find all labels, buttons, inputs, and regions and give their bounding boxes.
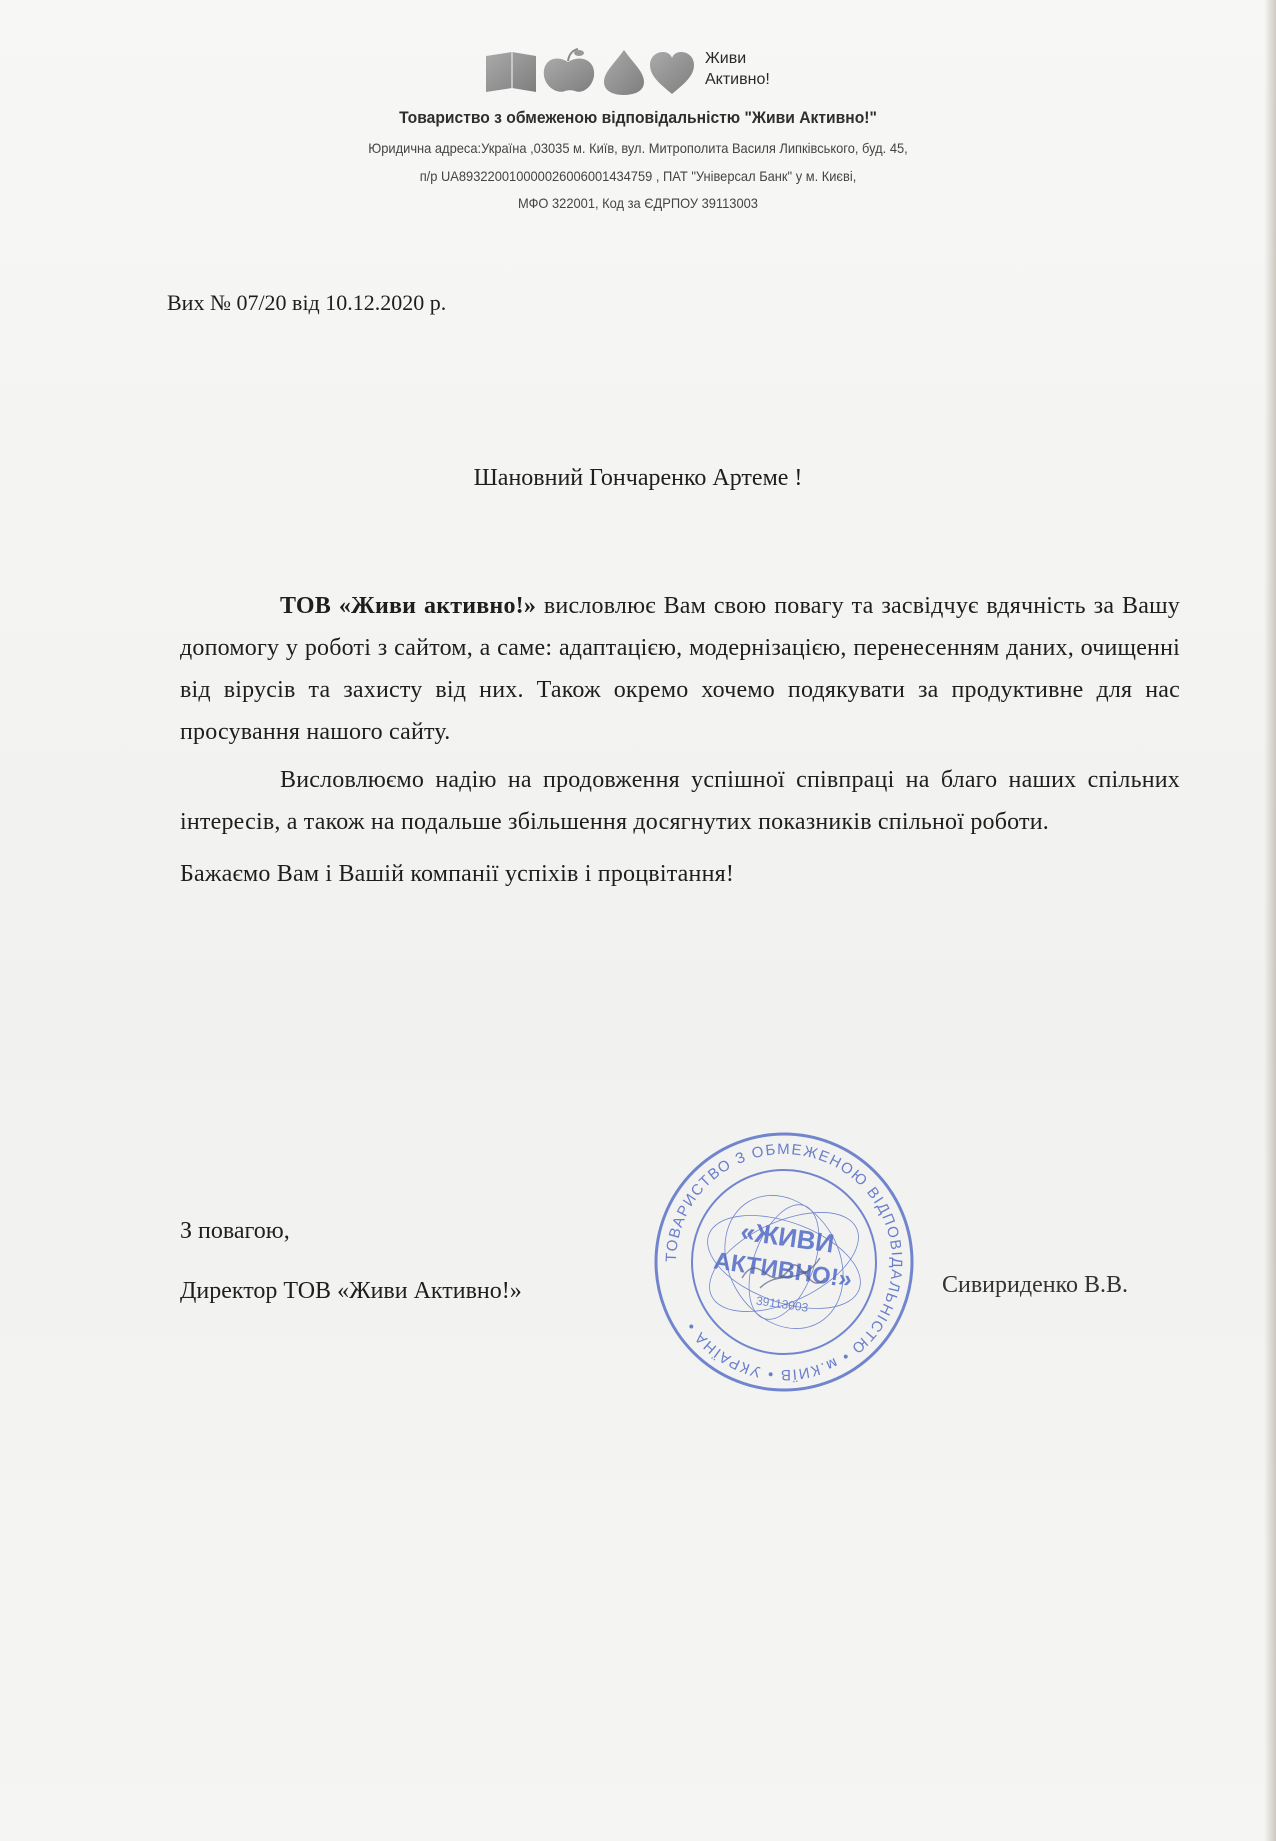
registry-codes: МФО 322001, Код за ЄДРПОУ 39113003 bbox=[518, 195, 758, 211]
paragraph-wishes: Бажаємо Вам і Вашій компанії успіхів і процвітання! bbox=[180, 861, 735, 887]
paragraph-thanks-text: висловлює Вам свою повагу та засвідчує вдячність за Вашу допомогу у роботі з сайтом, а саме: адаптацією, модернізацією, перенесенням даних, очищенні від вірусів та захисту від них. Також окремо хочемо подякувати за продуктивне для нас просування нашого сайту. bbox=[180, 593, 1180, 745]
paragraph-thanks bbox=[180, 585, 1180, 753]
legal-address: Юридична адреса:Україна ,03035 м. Київ, вул. Митрополита Василя Липківського, буд. 45, bbox=[368, 140, 908, 156]
signer-name: Сивириденко В.В. bbox=[942, 1272, 1129, 1298]
company-name: Товариство з обмеженою відповідальністю "Живи Активно!" bbox=[399, 108, 877, 127]
company-stamp bbox=[650, 1128, 918, 1396]
logo-line2: Активно! bbox=[705, 71, 770, 88]
company-logo bbox=[484, 42, 814, 100]
letter-body bbox=[180, 585, 1180, 895]
logo-line1: Живи bbox=[705, 50, 747, 67]
stamp-ring-text: ТОВАРИСТВО З ОБМЕЖЕНОЮ ВІДПОВІДАЛЬНІСТЮ • м.КИЇВ • УКРАЇНА • bbox=[662, 1140, 906, 1384]
bank-details: п/р UA893220010000026006001434759 , ПАТ "Універсал Банк" у м. Києві, bbox=[419, 168, 857, 184]
stamp-code: 39113003 bbox=[755, 1293, 810, 1315]
closing-phrase: З повагою, bbox=[180, 1218, 290, 1244]
heart-icon bbox=[650, 52, 694, 94]
paragraph-hope: Висловлюємо надію на продовження успішної співпраці на благо наших спільних інтересів, а також на подальше збільшення досягнутих показників спільної роботи. bbox=[180, 767, 1180, 835]
outgoing-number: Вих № 07/20 від 10.12.2020 р. bbox=[167, 290, 447, 315]
stamp-center-line1: «ЖИВИ bbox=[738, 1215, 837, 1259]
book-icon bbox=[486, 52, 536, 92]
logo-icons bbox=[484, 46, 699, 96]
company-bold-name: ТОВ «Живи активно!» bbox=[280, 593, 537, 619]
logo-wordmark bbox=[705, 48, 770, 90]
apple-icon bbox=[544, 58, 594, 91]
stamp-center-line2: АКТИВНО!» bbox=[712, 1247, 854, 1294]
director-title: Директор ТОВ «Живи Активно!» bbox=[180, 1278, 522, 1304]
drop-icon bbox=[604, 50, 644, 95]
salutation: Шановний Гончаренко Артеме ! bbox=[473, 465, 803, 491]
